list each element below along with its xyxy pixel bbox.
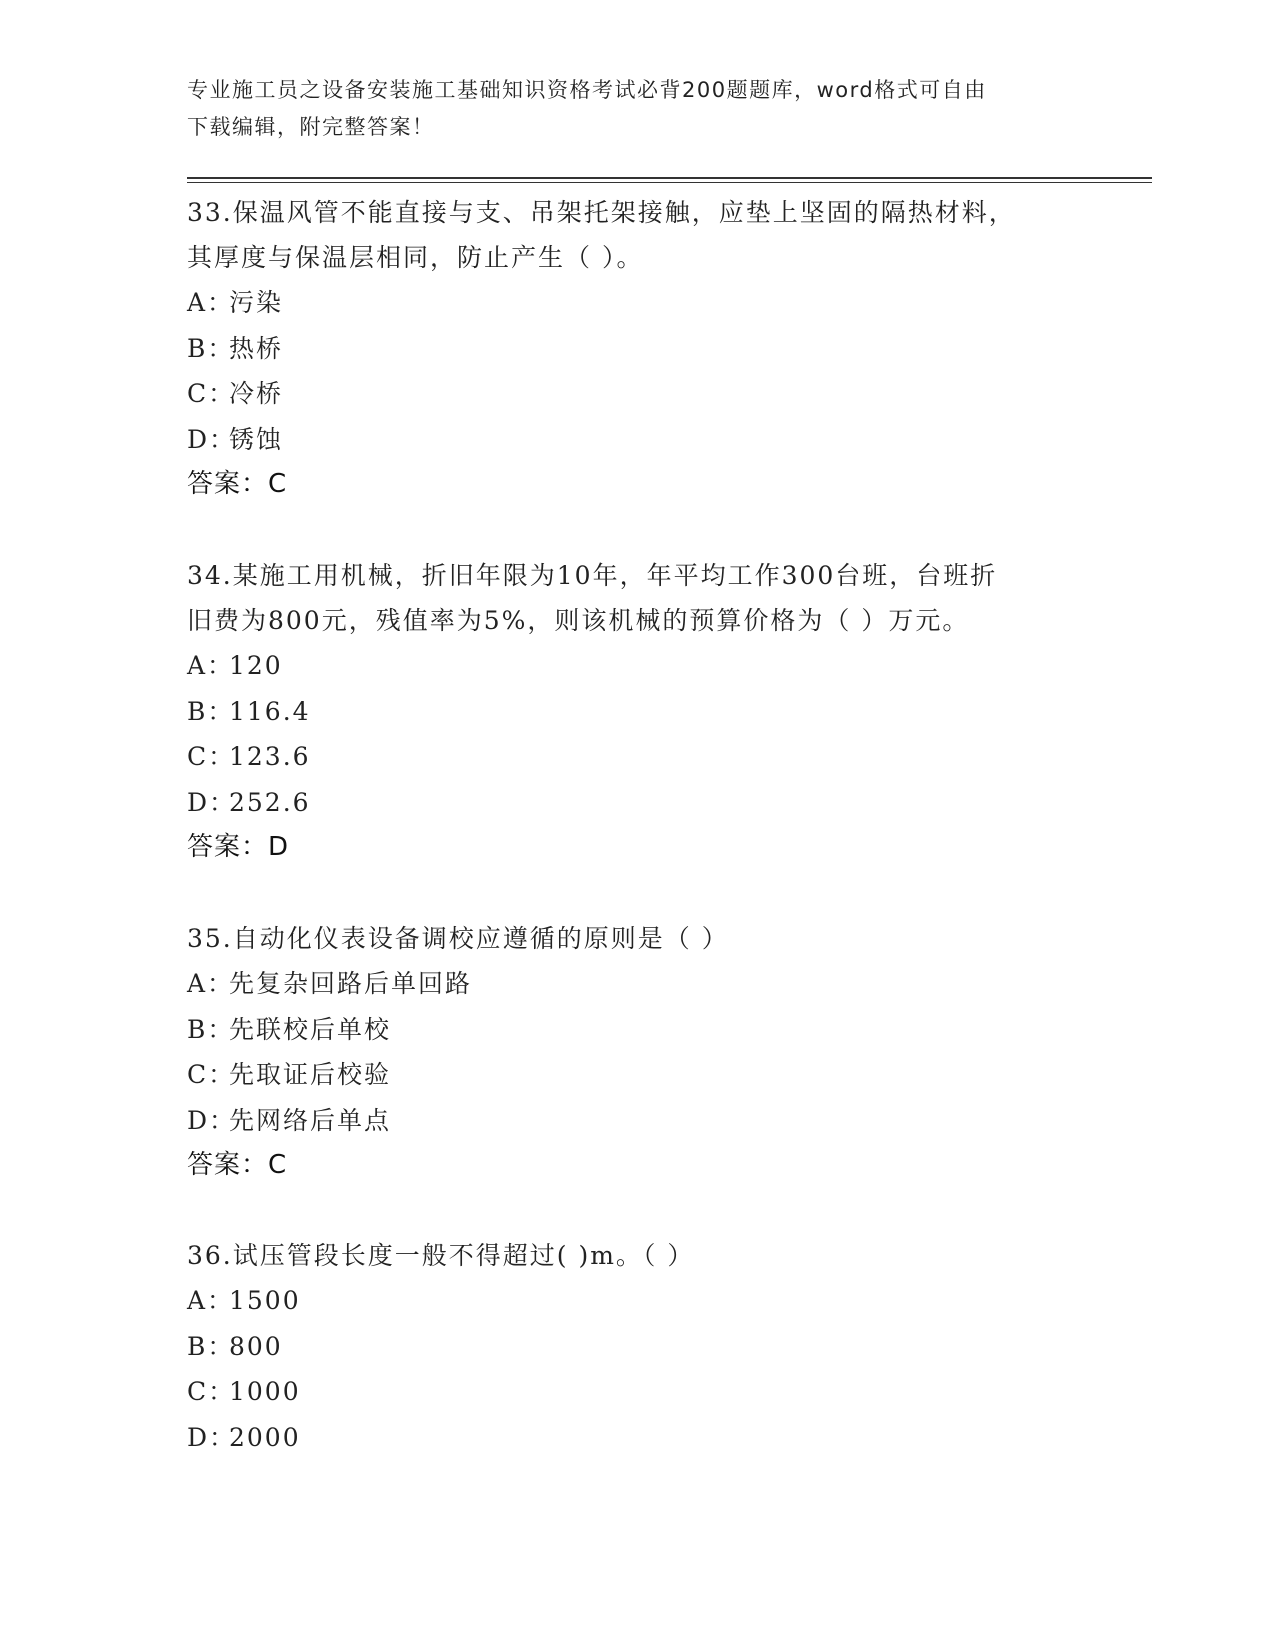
option-a <box>187 961 1087 1007</box>
option-b <box>187 1007 1087 1053</box>
option-a <box>187 643 1087 689</box>
option-text: 2000 <box>229 1422 301 1452</box>
option-d <box>187 1098 1087 1144</box>
option-d <box>187 780 1087 826</box>
option-c <box>187 1369 1087 1415</box>
option-a <box>187 280 1087 326</box>
option-text: 先网络后单点 <box>229 1105 392 1135</box>
option-key: B： <box>187 1014 235 1044</box>
option-b <box>187 1324 1087 1370</box>
question-35 <box>187 916 1087 1188</box>
answer-line: 答案：C <box>187 469 288 499</box>
option-key: D： <box>187 787 237 817</box>
header-line-2: 下载编辑，附完整答案！ <box>187 115 435 139</box>
option-key: A： <box>187 969 235 998</box>
answer-line: 答案：C <box>187 1150 288 1180</box>
option-text: 先联校后单校 <box>229 1014 392 1044</box>
answer-line: 答案：D <box>187 832 290 862</box>
document-header <box>187 72 1067 146</box>
question-stem-line: 35.自动化仪表设备调校应遵循的原则是（ ） <box>187 924 729 953</box>
option-text: 123.6 <box>229 742 311 771</box>
question-33 <box>187 190 1087 507</box>
header-divider-thick <box>187 177 1152 179</box>
option-c <box>187 734 1087 780</box>
option-key: B： <box>187 333 235 363</box>
option-c <box>187 371 1087 417</box>
option-text: 先取证后校验 <box>229 1060 392 1089</box>
option-key: D： <box>187 424 237 454</box>
option-text: 116.4 <box>229 696 311 726</box>
option-text: 锈蚀 <box>229 424 284 454</box>
option-text: 1000 <box>229 1377 301 1406</box>
option-text: 252.6 <box>229 787 311 817</box>
question-stem-line: 34.某施工用机械，折旧年限为10年，年平均工作300台班，台班折 <box>187 561 998 590</box>
question-stem-line: 36.试压管段长度一般不得超过( )m。（ ） <box>187 1241 695 1270</box>
option-key: A： <box>187 651 235 680</box>
question-stem-line: 旧费为800元，残值率为5%，则该机械的预算价格为（ ）万元。 <box>187 606 970 635</box>
option-text: 污染 <box>229 288 284 317</box>
option-key: A： <box>187 1286 235 1315</box>
option-key: D： <box>187 1105 237 1135</box>
option-key: B： <box>187 1331 235 1361</box>
option-key: C： <box>187 742 236 771</box>
option-text: 1500 <box>229 1286 301 1315</box>
option-text: 冷桥 <box>229 379 284 408</box>
option-b <box>187 689 1087 735</box>
option-key: A： <box>187 288 235 317</box>
question-36 <box>187 1233 1087 1460</box>
option-b <box>187 326 1087 372</box>
option-d <box>187 417 1087 463</box>
option-key: C： <box>187 379 236 408</box>
question-stem-line: 33.保温风管不能直接与支、吊架托架接触，应垫上坚固的隔热材料， <box>187 198 1016 227</box>
option-c <box>187 1052 1087 1098</box>
header-line-1: 专业施工员之设备安装施工基础知识资格考试必背200题题库，word格式可自由 <box>187 78 987 102</box>
option-text: 先复杂回路后单回路 <box>229 969 473 998</box>
option-text: 热桥 <box>229 333 284 363</box>
option-key: C： <box>187 1060 236 1089</box>
option-text: 120 <box>229 651 283 680</box>
option-a <box>187 1278 1087 1324</box>
question-34 <box>187 553 1087 870</box>
option-key: D： <box>187 1422 237 1452</box>
question-stem-line: 其厚度与保温层相同，防止产生（ ）。 <box>187 243 644 272</box>
header-divider-thin <box>187 182 1152 183</box>
option-text: 800 <box>229 1331 283 1361</box>
option-key: B： <box>187 696 235 726</box>
option-key: C： <box>187 1377 236 1406</box>
option-d <box>187 1415 1087 1461</box>
